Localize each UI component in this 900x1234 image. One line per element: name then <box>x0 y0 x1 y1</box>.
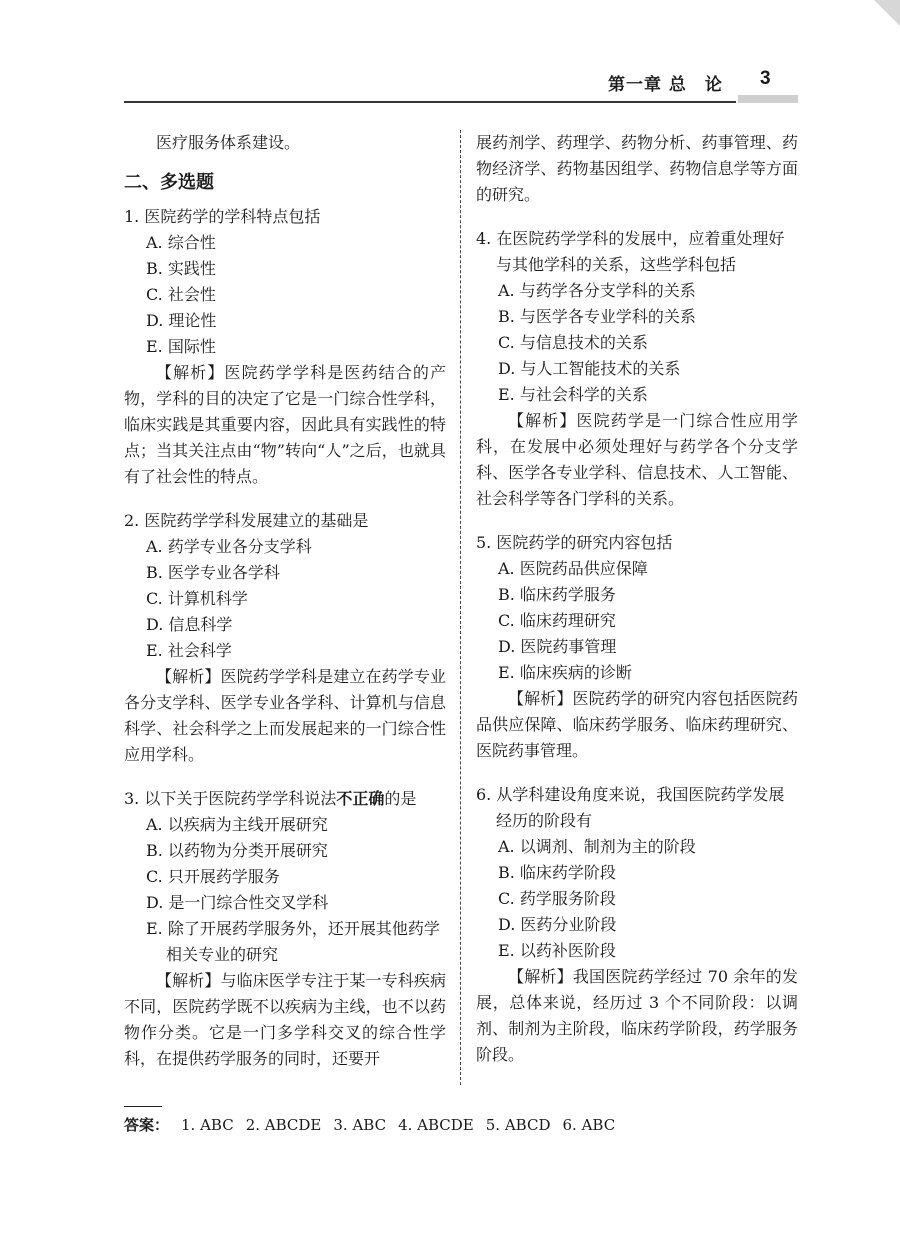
column-divider <box>460 130 461 1085</box>
analysis-label: 【解析】 <box>508 967 573 986</box>
analysis-label: 【解析】 <box>156 667 221 686</box>
analysis <box>124 968 446 1072</box>
continued-text: 展药剂学、药理学、药物分析、药事管理、药物经济学、药物基因组学、药物信息学等方面的研究。 <box>476 133 798 204</box>
answer-key-label: 答案： <box>124 1116 170 1134</box>
page-header <box>0 0 900 110</box>
analysis-label: 【解析】 <box>156 363 225 382</box>
question-1 <box>124 204 446 490</box>
option-e: E. 与社会科学的关系 <box>498 385 648 404</box>
question-stem: 5. 医院药学的研究内容包括 <box>476 533 673 552</box>
option-c: C. 药学服务阶段 <box>498 889 616 908</box>
analysis-label: 【解析】 <box>508 689 573 708</box>
analysis-text: 我国医院药学经过 70 余年的发展，总体来说，经历过 3 个不同阶段：以调剂、制剂为主阶段，临床药学阶段，药学服务阶段。 <box>476 967 798 1064</box>
option-d: D. 医院药事管理 <box>498 637 617 656</box>
analysis <box>476 686 798 764</box>
analysis <box>476 964 798 1068</box>
stem-emphasis: 不正确 <box>336 789 385 808</box>
answer-item: 1. ABC <box>181 1116 234 1134</box>
answer-item: 4. ABCDE <box>398 1116 474 1134</box>
question-stem: 6. 从学科建设角度来说，我国医院药学发展经历的阶段有 <box>476 785 785 830</box>
header-rule <box>124 101 736 103</box>
option-b: B. 临床药学阶段 <box>498 863 616 882</box>
option-e: E. 除了开展药学服务外，还开展其他药学相关专业的研究 <box>146 919 440 964</box>
analysis-text: 医院药学学科是建立在药学专业各分支学科、医学专业各学科、计算机与信息科学、社会科学之上而发展起来的一门综合性应用学科。 <box>124 667 446 764</box>
question-4 <box>476 226 798 512</box>
option-d: D. 理论性 <box>146 311 217 330</box>
option-d: D. 信息科学 <box>146 615 233 634</box>
option-c: C. 临床药理研究 <box>498 611 616 630</box>
footnote-rule <box>124 1106 162 1107</box>
question-6 <box>476 782 798 1068</box>
option-e: E. 国际性 <box>146 337 216 356</box>
analysis <box>124 360 446 490</box>
option-b: B. 实践性 <box>146 259 216 278</box>
question-5 <box>476 530 798 764</box>
page-number: 3 <box>760 68 771 89</box>
right-column <box>476 130 798 1068</box>
answer-item: 3. ABC <box>333 1116 387 1134</box>
analysis-text: 医院药学是一门综合性应用学科，在发展中必须处理好与药学各个分支学科、医学各专业学科、信息技术、人工智能、社会科学等各门学科的关系。 <box>476 411 798 508</box>
analysis <box>476 408 798 512</box>
answer-item: 5. ABCD <box>485 1116 551 1134</box>
option-c: C. 与信息技术的关系 <box>498 333 648 352</box>
answer-item: 2. ABCDE <box>245 1116 322 1134</box>
option-b: B. 医学专业各学科 <box>146 563 280 582</box>
option-d: D. 医药分业阶段 <box>498 915 617 934</box>
option-b: B. 以药物为分类开展研究 <box>146 841 328 860</box>
option-b: B. 与医学各专业学科的关系 <box>498 307 696 326</box>
option-b: B. 临床药学服务 <box>498 585 616 604</box>
analysis-text: 与临床医学专注于某一专科疾病不同，医院药学既不以疾病为主线，也不以药物作分类。它是一门多学科交叉的综合性学科，在提供药学服务的同时，还要开 <box>124 971 446 1068</box>
answer-item: 6. ABC <box>562 1116 616 1134</box>
option-c: C. 社会性 <box>146 285 216 304</box>
option-a: A. 以疾病为主线开展研究 <box>146 815 328 834</box>
analysis <box>124 664 446 768</box>
analysis-text: 医院药学学科是医药结合的产物，学科的目的决定了它是一门综合性学科，临床实践是其重要内容，因此具有实践性的特点；当其关注点由“物”转向“人”之后，也就具有了社会性的特点。 <box>124 363 446 486</box>
section-heading: 二、多选题 <box>124 172 214 193</box>
option-e: E. 以药补医阶段 <box>498 941 616 960</box>
option-a: A. 药学专业各分支学科 <box>146 537 312 556</box>
question-stem <box>124 786 446 812</box>
option-d: D. 是一门综合性交叉学科 <box>146 893 329 912</box>
option-c: C. 计算机科学 <box>146 589 248 608</box>
option-e: E. 社会科学 <box>146 641 232 660</box>
option-a: A. 以调剂、制剂为主的阶段 <box>498 837 696 856</box>
analysis-label: 【解析】 <box>508 411 577 430</box>
continued-text: 医疗服务体系建设。 <box>156 133 301 152</box>
analysis-label: 【解析】 <box>156 971 221 990</box>
option-c: C. 只开展药学服务 <box>146 867 280 886</box>
question-3 <box>124 786 446 1072</box>
option-a: A. 医院药品供应保障 <box>498 559 648 578</box>
left-column <box>124 130 446 1072</box>
option-e: E. 临床疾病的诊断 <box>498 663 632 682</box>
question-2 <box>124 508 446 768</box>
stem-text: 3. 以下关于医院药学学科说法 <box>124 789 337 808</box>
option-a: A. 综合性 <box>146 233 216 252</box>
analysis-text: 医院药学的研究内容包括医院药品供应保障、临床药学服务、临床药理研究、医院药事管理。 <box>476 689 798 760</box>
option-a: A. 与药学各分支学科的关系 <box>498 281 696 300</box>
question-stem: 4. 在医院药学学科的发展中，应着重处理好与其他学科的关系，这些学科包括 <box>476 229 785 274</box>
question-stem: 2. 医院药学学科发展建立的基础是 <box>124 511 369 530</box>
answer-key <box>124 1114 615 1135</box>
option-d: D. 与人工智能技术的关系 <box>498 359 681 378</box>
header-tab <box>738 95 798 103</box>
stem-text-end: 的是 <box>384 789 417 808</box>
question-stem: 1. 医院药学的学科特点包括 <box>124 207 321 226</box>
chapter-title: 第一章 总 论 <box>608 75 723 95</box>
